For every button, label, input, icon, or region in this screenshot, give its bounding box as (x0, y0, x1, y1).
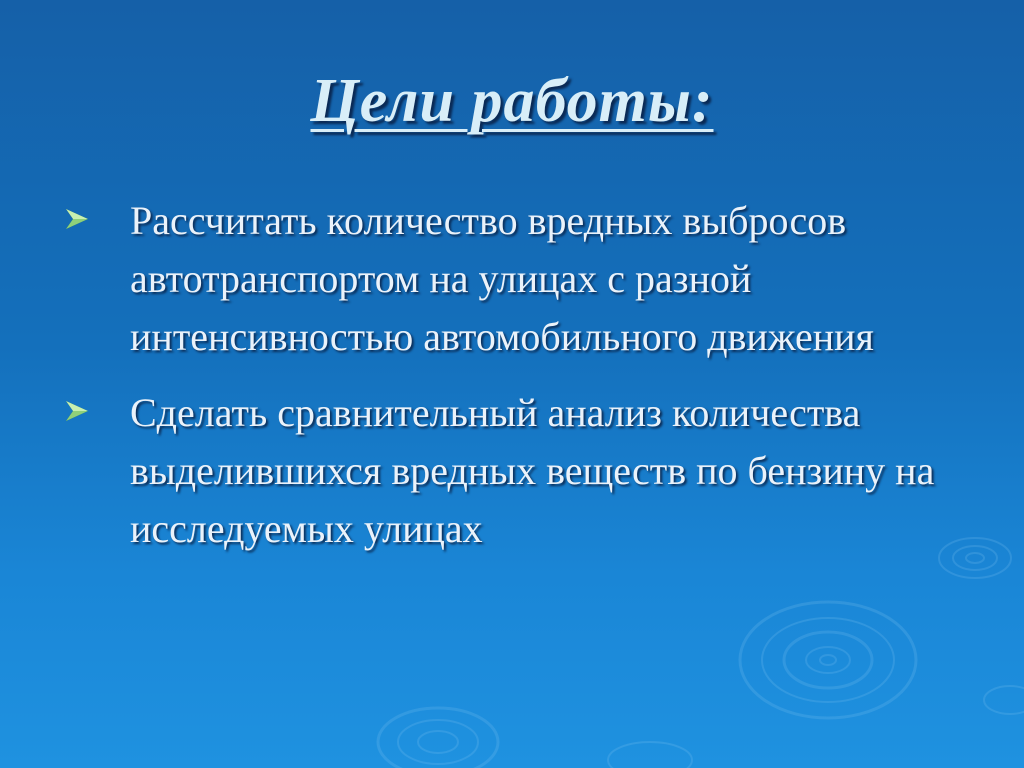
goal-item (62, 384, 982, 558)
arrowhead-bullet-icon (64, 399, 90, 423)
goal-text: Рассчитать количество вредных выбросов автотранспортом на улицах с разной интенсивностью автомобильного движения (130, 198, 874, 359)
goals-list (62, 192, 982, 576)
arrowhead-bullet-icon (64, 207, 90, 231)
goal-item (62, 192, 982, 366)
slide-title: Цели работы: (310, 67, 714, 135)
goal-text: Сделать сравнительный анализ количества выделившихся вредных веществ по бензину на исследуемых улицах (130, 390, 935, 551)
